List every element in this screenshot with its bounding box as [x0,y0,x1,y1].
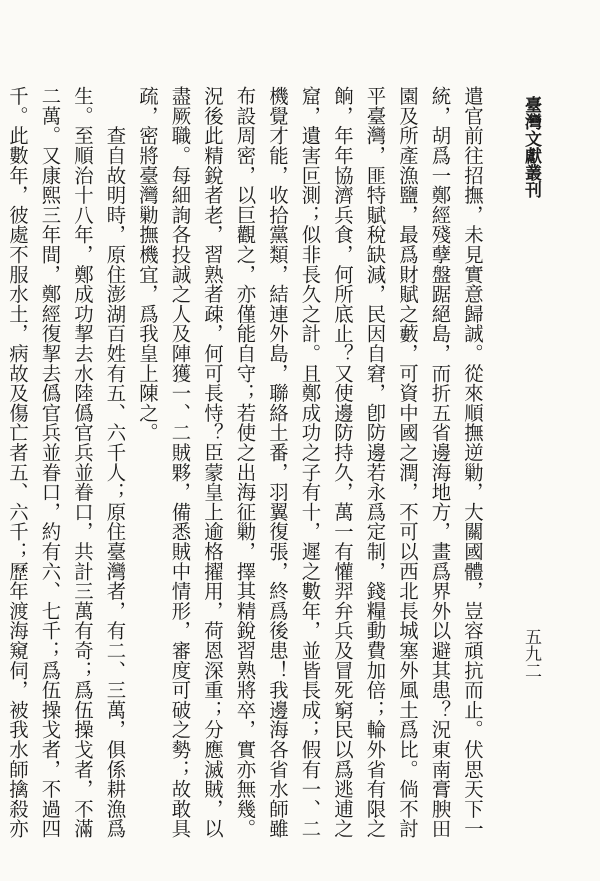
page-number: 五九二 [521,628,541,679]
text-column: 窟，遺害叵測；似非長久之計。且鄭成功之子有十，遲之數年，並皆長成；假有一、二 [298,86,322,839]
text-column: 餉，年年協濟兵食，何所底止？又使邊防持久，萬一有懽羿弁兵及冒死窮民以爲逃逋之 [331,86,354,839]
body-text [6,86,488,839]
text-column: 布設周密，以巨觀之，亦僅能自守；若使之出海征勦，擇其精銳習熟將卒，實亦無幾。 [233,86,257,839]
text-column: 況後此精銳者老，習熟者疎，何可長恃？臣蒙皇上逾格擢用，荷恩深重；分應滅賊，以 [201,86,224,839]
text-column: 遣官前往招撫，未見實意歸誠。從來順撫逆勦，大關國體，豈容頑抗而止。伏思天下一 [461,86,484,839]
text-column: 千。此數年，彼處不服水土，病故及傷亡者五、六千；歷年渡海窺伺，被我水師擒殺亦 [6,86,29,839]
text-column: 盡厥職。每細詢各投誠之人及陣獲一、二賊夥，備悉賊中情形，審度可破之勢；故敢具 [168,86,192,839]
text-column: 園及所產漁鹽，最爲財賦之藪，可資中國之潤，不可以西北長城塞外風土爲比。倘不討 [396,86,419,839]
text-column: 統，胡爲一鄭經殘孽盤踞絕島，而折五省邊海地方，畫爲界外以避其患？況東南膏腴田 [428,86,452,839]
text-column: 機覺才能，收拾黨類，結連外島，聯絡土番，羽翼復張，終爲後患！我邊海各省水師雖 [266,86,289,839]
text-column: 查自故明時，原住澎湖百姓有五、六千人；原住臺灣者，有二、三萬，俱係耕漁爲 [103,86,127,839]
text-column [0,86,1,806]
text-column: 二萬。又康熙三年間，鄭經復挈去僞官兵並眷口，約有六、七千；爲伍操戈者，不過四 [38,86,62,839]
text-column: 平臺灣，匪特賦稅缺減，民因自窘，卽防邊若永爲定制，錢糧動費加倍；輪外省有限之 [363,86,387,839]
text-column: 生。至順治十八年，鄭成功挈去水陸僞官兵並眷口，共計三萬有奇；爲伍操戈者，不滿 [71,86,94,839]
text-column: 疏，密將臺灣勦撫機宜，爲我皇上陳之。 [136,86,159,443]
series-title: 臺灣文獻叢刊 [521,96,541,198]
